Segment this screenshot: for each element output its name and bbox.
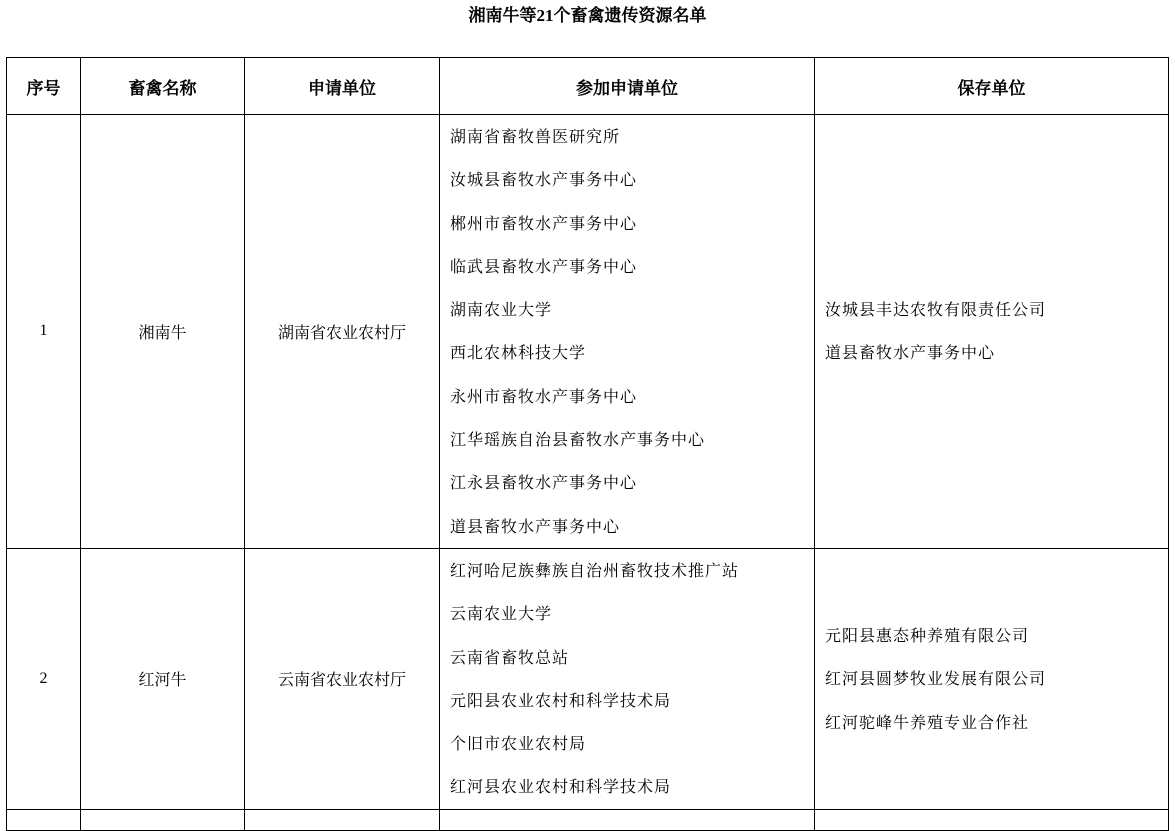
participant-item: 湖南省畜牧兽医研究所 <box>450 127 621 146</box>
participant-item: 江永县畜牧水产事务中心 <box>450 473 638 493</box>
participant-item: 汝城县畜牧水产事务中心 <box>450 170 638 190</box>
participant-item: 云南省畜牧总站 <box>450 647 570 667</box>
empty-cell <box>245 809 440 830</box>
participant-item: 临武县畜牧水产事务中心 <box>450 256 638 276</box>
row-seq: 2 <box>7 548 81 809</box>
participant-item: 道县畜牧水产事务中心 <box>450 516 621 536</box>
participant-item: 红河县农业农村和科学技术局 <box>450 777 672 797</box>
participant-item: 郴州市畜牧水产事务中心 <box>450 213 638 233</box>
resource-table <box>6 57 1169 831</box>
row-conservation <box>815 115 1169 549</box>
participant-item: 湖南农业大学 <box>450 300 553 320</box>
page-title: 湘南牛等21个畜禽遗传资源名单 <box>468 6 707 25</box>
row-breed-name: 红河牛 <box>81 548 245 809</box>
participant-item: 西北农林科技大学 <box>450 343 587 363</box>
row-conservation <box>815 548 1169 809</box>
empty-cell <box>81 809 245 830</box>
row-applicant: 湖南省农业农村厅 <box>245 115 440 549</box>
row-participants <box>440 115 815 549</box>
conservation-item: 红河驼峰牛养殖专业合作社 <box>825 712 1030 732</box>
conservation-item: 元阳县惠态种养殖有限公司 <box>825 625 1030 645</box>
table-row-partial <box>7 809 1169 830</box>
table-row <box>7 115 1169 549</box>
header-seq: 序号 <box>7 58 81 115</box>
conservation-item: 汝城县丰达农牧有限责任公司 <box>825 300 1047 320</box>
conservation-item: 道县畜牧水产事务中心 <box>825 343 996 363</box>
conservation-item: 红河县圆梦牧业发展有限公司 <box>825 669 1047 689</box>
header-applicant: 申请单位 <box>245 58 440 115</box>
empty-cell <box>7 809 81 830</box>
participant-item: 云南农业大学 <box>450 604 553 624</box>
row-seq: 1 <box>7 115 81 549</box>
header-participants: 参加申请单位 <box>440 58 815 115</box>
empty-cell <box>815 809 1169 830</box>
header-conservation: 保存单位 <box>815 58 1169 115</box>
participant-item: 元阳县农业农村和科学技术局 <box>450 690 672 710</box>
row-participants <box>440 548 815 809</box>
participant-item: 个旧市农业农村局 <box>450 734 587 754</box>
row-breed-name: 湘南牛 <box>81 115 245 549</box>
participant-item: 红河哈尼族彝族自治州畜牧技术推广站 <box>450 560 740 580</box>
participant-item: 永州市畜牧水产事务中心 <box>450 386 638 406</box>
table-row <box>7 548 1169 809</box>
row-applicant: 云南省农业农村厅 <box>245 548 440 809</box>
participant-item: 江华瑶族自治县畜牧水产事务中心 <box>450 430 706 450</box>
header-name: 畜禽名称 <box>81 58 245 115</box>
table-header-row <box>7 58 1169 115</box>
empty-cell <box>440 809 815 830</box>
